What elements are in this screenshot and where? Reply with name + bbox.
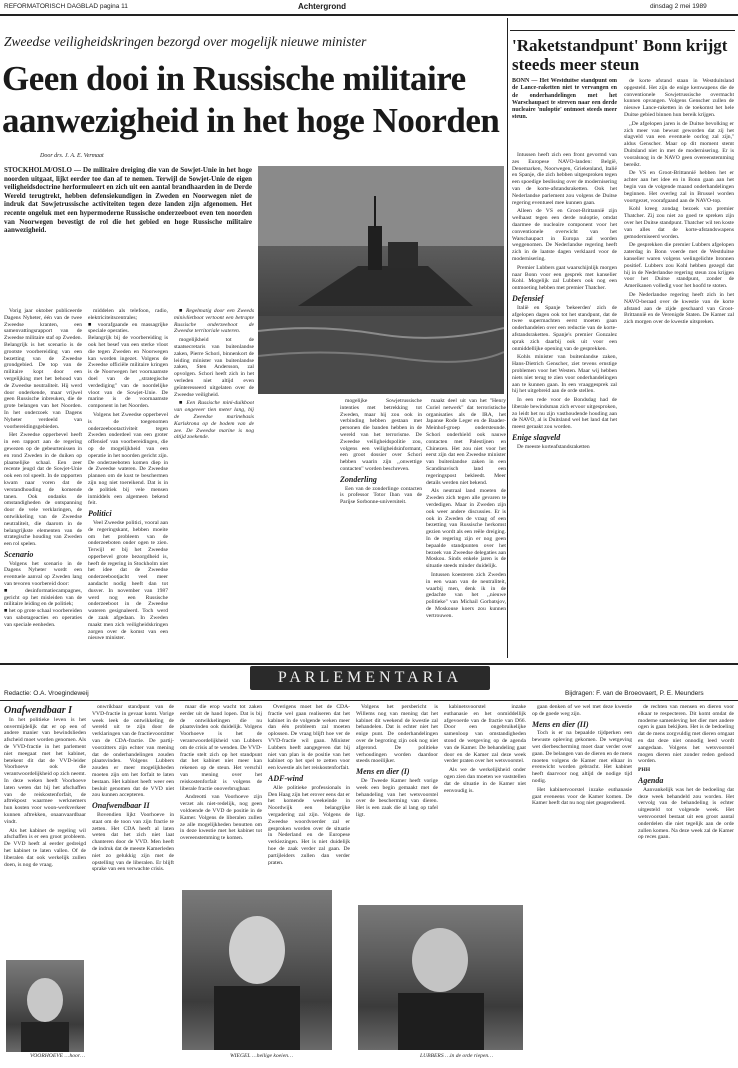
caption-voorhoeve: VOORHOEVE …hoor… [30, 1053, 85, 1059]
subhead-mens-en-dier-1: Mens en dier (I) [356, 767, 410, 777]
lower-col-7: gaan denken of we wel met deze kwestie op de goede weg zijn. Mens en dier (II) Toch is er na bepaalde tijdperken een bewuste opleving gekomen. De wetgeving wet dierbescherming moet daar verder over gaan. De belangen van de dieren en de mens moeten volgens de Kamer met elkaar in evenwicht worden gebracht. Het kabinet heeft daarvoor nog altijd de nodige tijd nodig. Het kabinetvoorstel inzake euthanasie gaat eveneens voor de Kamer komen. De Kamer heeft dat nu nog niet geagendeerd. [532, 704, 632, 807]
main-col-1: Vorig jaar oktober publiceerde Dagens Nyheter, één van de twee Zweedse kranten, een samenvattingsrapport van de Zweedse militaire staf op Zweden. Belangrijk is het scenario is de grootste voorbereiding van een bezetting van de Zweedse grondgebied. De top van de militaire kopt door een vergelijking met het behoud van de Zweedse neutraliteit. Hij werd door onderkende, maar vrijwel geen Russische inbreuken, die de grote belangen van het Noorden. In het onderzoek van Dagens Nyheter verdeeld van voorbereidingsgebieden. Het Zweedse opperbevel heeft in een rapport aan de regering gewezen op de gebeurtenissen in en rond Zweden in de duiken op plaatselijke schaal. Een zeer recente jeugd dat de Sowjet-Unie ook een rol speelt. In de rapporten kwam naar voren dat de verstandhouding de komende tanen. Ook ondanks de omstandigheden de ontspanning door de vele verklaringen, de ontwikkeling van de Zweedse neutraliteit, die daarom in de belangrijkste elementen van de strategische houding van Zweden een rol spelen. Scenario Volgens het scenario in de Dagens Nyheter wordt een eventuele aanval op Zweden lang van tevoren voorbereid door: ■ desinformatiecampagnes, gericht op het misleiden van de militaire leiding en de politiek; ■ het op grote schaal voorbereiden van sabotageacties en operaties van speciale eenheden. [4, 308, 82, 628]
subhead-onafwendbaar-1: Onafwendbaar I [4, 705, 73, 716]
main-col-3: ■ Regelmatig door een Zweeds minivlietboot vertoont een betrapte Russische onderzeeboot de Zweedse territoriale wateren. mogelijkheid tot de staatsecretaris van buitenlandse zaken, Pierre Schori, binnenkort de leiding minister van buitenlandse zaken, Sten Andersson, zal opvolgen. Schori heeft zich in het verleden niet altijd even geïnteresseerd uitgelaten over de Zweedse veiligheid. ■ Een Russische mini-duikboot van ongeveer tien meter lang, bij de Zweedse marinebasis Karlskrona op de bodem van de zee. De Zweedse marine is nog altijd zoekende. [174, 308, 254, 441]
headline-line-2: aanwezigheid in het hoge Noorden [2, 101, 500, 140]
signature: PHH [638, 767, 651, 774]
lower-col-3: maar die erop wacht tot zaken eerder uit de hand lopen. Dat is bij de ontwikkelingen die nu plaatsvinden ook duidelijk. Volgens Voorhoeve is het de verantwoordelijkheid van Lubbers om de crisis af te wenden. De VVD-fractie stelt zich op het standpunt dat het kabinet niet meer kan rekenen op de steun. Het verschil van mening over het reiskostenforfait is volgens de liberale fractie onoverbrugbaar. Andreotti van Voorhoeve zijn verzet als niet-redelijk, nog geen voldoende de VVD de positie in de Kamer. Volgens de liberalen zullen ze alle mogelijkheden benutten om in deze kwestie met het kabinet tot overeenstemming te komen. [180, 704, 262, 842]
sidebar-lead: BONN — Het Westduitse standpunt om de Lance-raketten niet te vervangen en de onderhandelingen met het Warschaupact te streven naar een derde nucleaire 'nuloptie' ontmoet steeds meer steun. [512, 78, 617, 121]
portrait-voorhoeve [6, 960, 84, 1052]
lower-col-1: Onafwendbaar I In het politieke leven is het onvermijdelijk dat er op een of andere manier van bewindslieden afscheid moet worden genomen. Als de VVD-fractie in het parlement niet meegaat met het kabinet, betekent dit dat de VVD-leider Voorhoeve ook die verantwoordelijkheid op zich neemt. In deze weken heeft Voorhoeve laten weten dat hij het afschaffen van de reiskostenforfait, de aftrekpost waarmee werknemers hun kosten voor woon-werkverkeer kunnen aftrekken, onaanvaardbaar vindt. Als het kabinet de regeling wil afschaffen is er een groot probleem. De VVD heeft al eerder gedreigd het kabinet te laten vallen. Of de liberalen dat ook werkelijk zullen doen, is nog de vraag. [4, 705, 86, 868]
headline-line-1: Geen dooi in Russische militaire [2, 59, 466, 98]
subhead-mens-en-dier-2: Mens en dier (II) [532, 719, 589, 729]
main-col-2: middelen als telefoon, radio, elektriciteitscentrales; ■ voorafgaande en massagrijke speciale operaties. Belangrijk bij de voorbereiding is ook het besef van een sterke vloot die tegen Zweden en Noorwegen kan worden ingezet. Volgens de Zweedse officiële militaire kringen is de Noorwegen het voornaamste doel van de ,,strategische verdediging'' van de noordelijke vloot van de Sowjet-Unie. De marine is de voornaamste component in het Noorden. Volgens het Zweedse opperbevel is de toegenomen onderzeebootactiviteit tegen Zweden onderdeel van een groter offensief van voorbereidingen, die op de mogelijkheid van een operatie in het noorden gericht zijn. De onderzeeboten komen diep in de Zweedse wateren. De Zweedse plannen om de kust te beschermen zijn nog niet toereikend. Dat is in de politiek bij vele mensen inmiddels een algemeen bekend feit. Politici Veel Zweedse politici, vooral aan de regeringskant, hebben moeite om het probleem van de onderzeeboten onder ogen te zien. Terwijl er bij het Zweedse opperbevel grote bezorgdheid is, heeft de regering in Stockholm niet het idee dat de Zweedse onderzeebootjacht veel meer aandacht nodig heeft dan tot dusver. In november van 1987 werd nog een Russische onderzeeboot in de Zweedse wateren gesignaleerd. Toch werd de zaak afgedaan. In Zweden maakt men zich veiligheidskringen zorgen over de komst van een nieuwe minister. [88, 308, 168, 642]
sidebar-col-2: de korte afstand staan in Westduitsland opgesteld. Het zijn de enige kernwapens die de conventionele Sowjetrussische overmacht kunnen opvangen. Volgens Genscher zullen de nieuwe Lance-raketten in de toekomst het hele Duitse gebied binnen hun bereik krijgen. ,,De afgelopen jaren is de Duitse bevolking er zich meer van bewust geworden dat zij het slagveld van een eventuele oorlog zal zijn,'' aldus Genscher. Maar op dit moment stemt Duitsland niet in met de modernisering. Er is vooralsnog in de NAVO geen overeenstemming bereikt. De VS en Groot-Brittannië hebben het er achter aan het idee en in Bonn gaan aan het begin van de volgende maand onderhandelingen beginnen. Het overleg zal in Brussel worden voortgezet, voorafgaand aan de NAVO-top. Kohl kreeg zondag bezoek van premier Thatcher. Zij zou niet zo goed te spreken zijn over het Duitse standpunt. Thatcher wil ten koste van alles dat de korte-afstandswapens gemoderniseerd worden. De gesprekken die premier Lubbers afgelopen zaterdag in Bonn voerde met de Westduitse kanselier waren volgens welingelichte bronnen positief. Lubbers zou Kohl hebben gezegd dat hij in de Nederlandse regering steun zou krijgen voor het Duitse standpunt, zonder de Amerikanen volledig voor het hoofd te stoten. De Nederlandse regering heeft zich in het NAVO-beraad over de kwestie van de korte afstand aan de zijde geschaard van Groot-Brittannië en de Verenigde Staten. De Kamer zal zich morgen over de kwestie uitspreken. [624, 78, 734, 326]
column-separator [507, 18, 508, 658]
lower-col-8: de rechten van mensen en dieren voor elkaar te respecteren. Dit komt omdat de moderne samenleving het dier met andere ogen is gaan bekijken. Het is de bedoeling dat de mens zorgvuldig met dieren omgaat en dat deze niet onnodig leed wordt aangedaan. Volgens het wetsvoorstel mogen dieren niet zonder reden gedood worden. PHH Agenda Aanvankelijk was het de bedoeling dat deze week behandeld zou worden. Het vervolg van de behandeling is echter uitgesteld tot volgende week. Het wetsvoorstel bestaat uit een groot aantal onderdelen die niet tegelijk aan de orde zullen komen. Na deze week zal de Kamer op reces gaan. [638, 704, 734, 841]
parlementaria-banner [250, 666, 490, 690]
lower-col-5: Volgens het persbericht is Willems nog van mening dat het kabinet dit weekend de kwestie zal behandelen. Dat is echter niet het enige punt. De onderhandelingen over de begroting zijn ook nog niet afgerond. De politieke verhoudingen worden daardoor steeds moeilijker. Mens en dier (I) De Tweede Kamer heeft vorige week een begin gemaakt met de behandeling van het wetsvoorstel over de bescherming van dieren. Het is een zaak die al lang op tafel ligt. [356, 704, 438, 818]
section-rule [0, 663, 738, 665]
portrait-wiegel [182, 890, 332, 1050]
subhead-adf-wind: ADF-wind [268, 773, 304, 783]
sidebar-col-1: Intussen heeft zich een front gevormd van zes Europese NAVO-landen: België, Denemarken, Noorwegen, Griekenland, Italië en Spanje, die zich hebben uitgesproken tegen een spoedige beslissing over de modernisering van de korte-afstandsraketten. Ook het Nederlandse parlement zou volgens de Duitse regering eventueel mee kunnen gaan. Alleen de VS en Groot-Brittannië zijn welhaast tegen een derde nuloptie, omdat daarmee de nucleaire component voor het conventionele overwicht van het Warschaupact in Europa zal worden weggenomen. De Nederlandse regering heeft zich in de laatste dagen verklaard voor de modernisering. Premier Lubbers gaat waarschijnlijk morgen naar Bonn voor een gesprek met kanselier Kohl. Mogelijk zal Lubbers ook nog een ontmoeting hebben met premier Thatcher. Defensief Italië en Spanje 'bekeerden' zich de afgelopen dagen ook tot het standpunt, dat de twee supermachten eerst moeten gaan onderhandelen over een reductie van de korte-afstandsraketten. Spanje's premier Gonzalez sprak zich daarbij ook uit voor een onmiddellijke opening van de gesprekken. Kohls minister van buitenlandse zaken, Hans-Dietrich Genscher, ziet tevens ernstige problemen voor het Westen. Maar wij hebben niets niet terug te zien voor onderhandelingen aan te kunnen gaan. In een vraaggesprek zal hij het uitgebreid aan de orde stellen. In een rede voor de Bondsdag had de liberale bewindsman zich ervoor uitgesproken, zo leidt het nu zijn vasthoudende houding aan de NAVO, al is Duitsland wel het land dat het meest geraakt zou worden. Enige slagveld De meeste korteafstandsraketten [512, 152, 617, 450]
kicker: Zweedse veiligheidskringen bezorgd over mogelijk nieuwe minister [4, 34, 367, 49]
navy-ship-photo [258, 166, 504, 394]
lead-paragraph: STOCKHOLM/OSLO — De militaire dreiging die van de Sowjet-Unie in het hoge noorden uitgaat, lijkt eerder toe dan af te nemen. Terwijl de Sowjet-Unie de eigen veiligheidsdoctrine herformuleert en zich uit een aantal brandhaarden in de Derde Wereld terugtrekt, hebben defensiekundigen in Zweden en Noorwegen niet de indruk dat Sowjetrussische activiteiten tegen deze landen zijn afgenomen. Het recente ongeluk met een hypermoderne Russische onderzeeboot even ten noorden van Noorwegen bevestigt de rol die het gebied en hoge Russische militaire aanwezigheid. [4, 166, 252, 235]
main-col-5: maakt deel uit van het "Henry Curiel netwerk" dat terroristische organisaties als de IRA, het Japanse Rode Leger en de Baader-Meinhof-groep ondersteunde. Schori onderhield ook nauwe contacten met Palestijnen en Chinezen. Het zou niet voor het eerst zijn dat een Zweedse minister van buitenlandse zaken in een Scandinavisch land een regeringspost bekleedt. Meer details werden niet bekend. Als neutraal land moeten de Zweden zich tegen alle gevaren te verdedigen. Maar in Zweden zijn ook weer andere discussies. Er is ook in Zweden de vraag of een bezetting van Russische herkomst gezien wordt als een reële dreiging. In de regering zijn er nog geen bepaalde standpunten over het bezoek van Zweedse delegaties aan Moskou. Sinds enkele jaren is de situatie steeds minder duidelijk. Intussen koesteren zich Zweden in een waan van de neutraliteit, waarbij men, denk ik in de gedachte van het ,,nieuwe politieke'' van Michail Gorbatsjov, de Moskouse koers zou kunnen vertrouwen. [426, 398, 506, 619]
subhead-politici: Politici [88, 509, 112, 519]
portrait-lubbers [358, 905, 523, 1050]
main-col-4: mogelijke Sowjetrussische intenties met betrekking tot Zweden, maar hij zou ook in verbinding hebben gestaan met personen die banden hebben in de wereld van het terrorisme. De Zweedse veiligheidspolitie zou, volgens een veiligheidsinformant, een groot dossier over Schori hebben waarin zijn ,,onwettige contacten'' worden beschreven. Zonderling Een van de zonderlinge contacten is professor Totor Iban van de Parijse Sorbonne-universiteit. [340, 398, 422, 506]
banner-title: PARLEMENTARIA [277, 669, 463, 686]
subhead-zonderling: Zonderling [340, 474, 377, 484]
subhead-scenario: Scenario [4, 549, 34, 559]
lower-col-2: onwrikbaar standpunt van de VVD-fractie in gevaar komt. Vorige week leek de ontwikkeling de wereld uit te zijn door de verklaringen van de fractievoorzitter van de CDA-fractie. De partij-voorzitters zijn echter van mening dat de onderhandelingen zouden plaatsvinden. Volgens Lubbers zouden er meer mogelijkheden moeten zijn om het forfait te laten bestaan. Het kabinet heeft weer een besluit genomen dat de VVD niet zou kunnen accepteren. Onafwendbaar II Bovendien lijkt Voorhoeve in staat om de toon van zijn fractie te zetten. Het CDA heeft al laten weten dat het zich niet laat chanteren door de VVD. Men heeft de indruk dat de meeste Kamerleden niet zo gelukkig zijn met de opstelling van de liberalen. Er blijft sprake van een verwachte crisis. [92, 704, 174, 873]
subhead-agenda: Agenda [638, 775, 664, 785]
editor-right: Bijdragen: F. van de Broeovaert, P. E. Meunders [565, 690, 704, 697]
editor-left: Redactie: O.A. Vroegindeweij [4, 690, 89, 697]
subhead-enige-slagveld: Enige slagveld [512, 433, 561, 443]
subhead-defensief: Defensief [512, 293, 544, 303]
subhead-onafwendbaar-2: Onafwendbaar II [92, 801, 150, 811]
lower-rule [0, 700, 738, 701]
header-section: Achtergrond [298, 2, 346, 11]
header-rule [0, 14, 738, 16]
lower-col-6: kabinetsvoorstel inzake euthanasie en het onmiddellijk afgevoerde van de fractie van D66. Door een ongebruikelijke samenloop van omstandigheden stond de wetgeving op de agenda van de Kamer. De behandeling gaat door en de Kamer zal deze week verder praten over het wetsvoorstel. Als we de werkelijkheid onder ogen zien dan moeten we vaststellen dat de situatie in de Kamer niet eenvoudig is. [444, 704, 526, 794]
sidebar-headline: 'Raketstandpunt' Bonn krijgt steeds meer steun [512, 36, 728, 74]
caption-lubbers: LUBBERS …in de orde riepen… [420, 1053, 494, 1059]
caption-wiegel: WIEGEL …heilige koeien… [230, 1053, 293, 1059]
header-paper-name: REFORMATORISCH DAGBLAD pagina 11 [4, 3, 128, 10]
header-date: dinsdag 2 mei 1989 [650, 3, 707, 10]
lower-col-4: Overigens moet het de CDA-fractie wel gaan realiseren dat het kabinet in de volgende weken meer dan één probleem zal moeten oplossen. De vraag blijft hoe ver de VVD-fractie wil gaan. Minister Lubbers heeft aangegeven dat hij niet van plan is de positie van het kabinet op het spel te zetten voor een kwestie als het reiskostenforfait. ADF-wind Alle politieke professionals in Den Haag zijn het erover eens dat er het komende weekeinde in Noordwijk een belangrijke vergadering zal zijn. Volgens de Zweedse woordvoerder zal er gesproken worden over de situatie in Nederland en de Europese verkiezingen. Het is niet duidelijk hoe de zaak verder zal gaan. De partijleiders zullen dan verder praten. [268, 704, 350, 866]
byline: Door drs. J. A. E. Vermaat [40, 153, 104, 159]
